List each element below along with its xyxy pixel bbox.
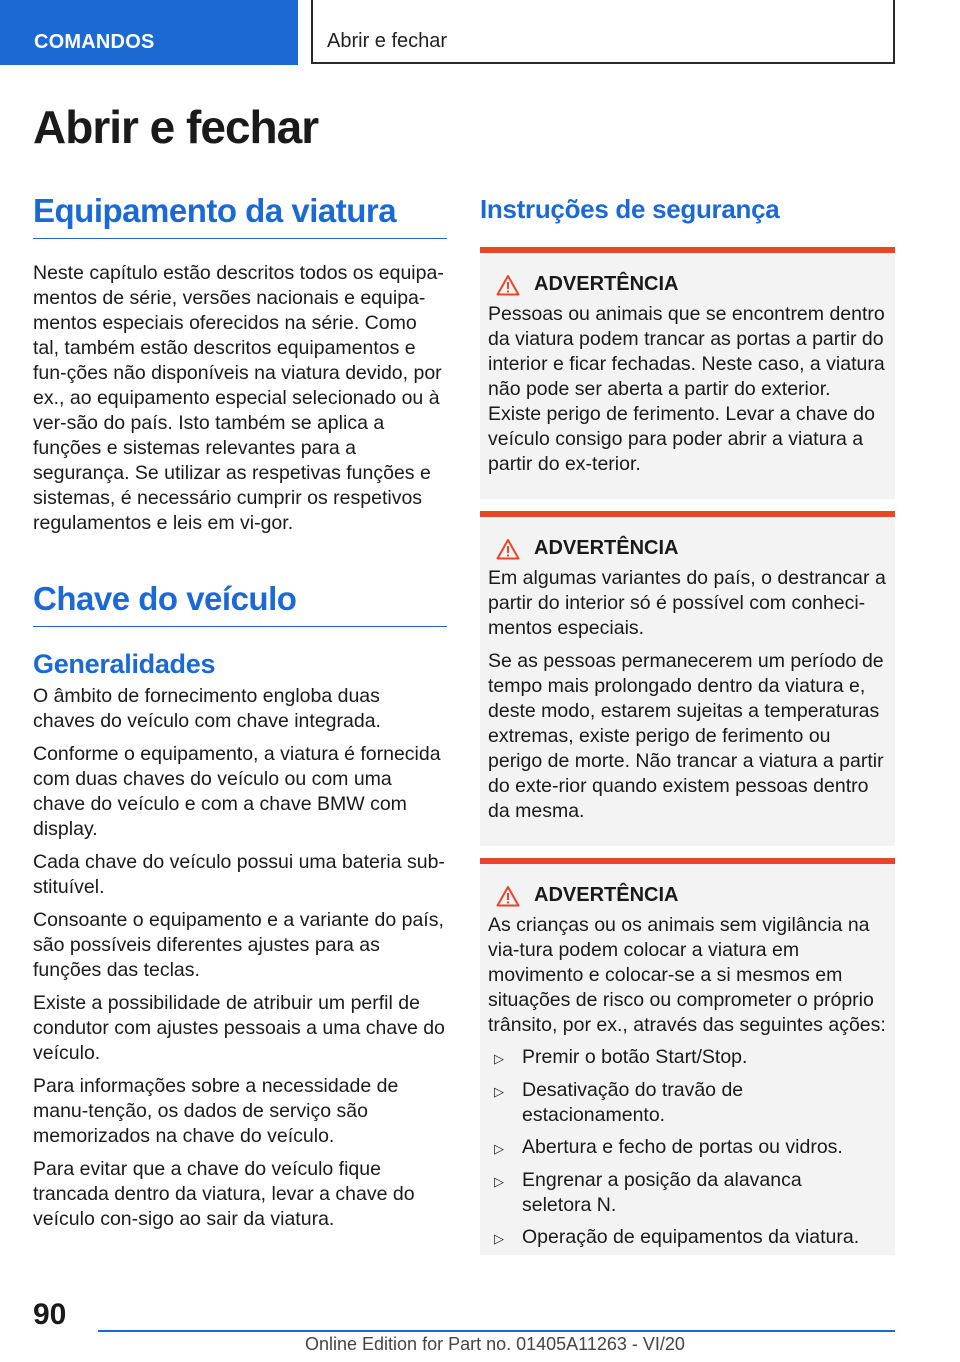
general-paragraph: Para informações sobre a necessidade de manu-tenção, os dados de serviço são memorizados na chave do veículo.: [33, 1075, 399, 1147]
right-column: [480, 192, 895, 1255]
general-heading: Generalidades: [33, 649, 216, 679]
left-column: [33, 192, 447, 1232]
warning-text: Se as pessoas permanecerem um período de tempo mais prolongado dentro da viatura e, deste modo, estarem sujeitas a temperaturas extremas, existe perigo de ferimento ou perigo de morte. Não trancar a viatura a partir do exte-rior quando existem pessoas dentro da mesma.: [488, 650, 884, 822]
triangle-right-icon: ▷: [494, 1231, 504, 1246]
warning-triangle-icon: [496, 274, 520, 296]
safety-heading: Instruções de segurança: [480, 194, 780, 224]
general-paragraph: Para evitar que a chave do veículo fique trancada dentro da viatura, levar a chave do veículo con-sigo ao sair da viatura.: [33, 1158, 415, 1230]
list-item-text: Engrenar a posição da alavanca seletora N.: [522, 1169, 802, 1216]
triangle-right-icon: ▷: [494, 1174, 504, 1189]
footer-edition: Online Edition for Part no. 01405A11263 - VI/20: [305, 1334, 685, 1354]
general-paragraph: Consoante o equipamento e a variante do país, são possíveis diferentes ajustes para as funções das teclas.: [33, 909, 444, 981]
header-chapter-tab: Abrir e fechar: [311, 0, 895, 64]
general-paragraph: O âmbito de fornecimento engloba duas chaves do veículo com chave integrada.: [33, 685, 381, 732]
list-item-text: Operação de equipamentos da viatura.: [522, 1226, 860, 1248]
warning-header: [488, 273, 887, 296]
warning-text: Pessoas ou animais que se encontrem dentro da viatura podem trancar as portas a partir do interior e ficar fechadas. Neste caso, a viatura não pode ser aberta a partir do exterior. Existe perigo de ferimento. Levar a chave do veículo consigo para poder abrir a viatura a partir do ex-terior.: [488, 303, 885, 475]
list-item: [488, 1225, 887, 1251]
general-paragraph: Conforme o equipamento, a viatura é fornecida com duas chaves do veículo ou com uma chave do veículo e com a chave BMW com display.: [33, 743, 441, 840]
general-paragraph: Existe a possibilidade de atribuir um perfil de condutor com ajustes pessoais a uma chave do veículo.: [33, 992, 445, 1064]
list-item-text: Desativação do travão de estacionamento.: [522, 1079, 744, 1126]
footer-divider: [98, 1330, 895, 1332]
triangle-right-icon: ▷: [494, 1084, 504, 1099]
list-item: [488, 1045, 887, 1071]
warning-label: ADVERTÊNCIA: [534, 537, 679, 559]
vehicle-key-heading: Chave do veículo: [33, 580, 447, 627]
warning-box: [480, 858, 895, 1255]
list-item: [488, 1078, 887, 1128]
triangle-right-icon: ▷: [494, 1051, 504, 1066]
page-number: 90: [33, 1298, 67, 1331]
warning-text: As crianças ou os animais sem vigilância na via-tura podem colocar a viatura em movimento e colocar-se a si mesmos em situações de risco ou comprometer o próprio trânsito, por ex., através das seguintes ações:: [488, 914, 886, 1036]
list-item: [488, 1168, 887, 1218]
list-item-text: Abertura e fecho de portas ou vidros.: [522, 1136, 843, 1158]
general-paragraph: Cada chave do veículo possui uma bateria sub-stituível.: [33, 851, 445, 898]
warning-header: [488, 884, 887, 907]
equipment-heading: Equipamento da viatura: [33, 192, 447, 239]
action-list: [488, 1045, 887, 1251]
warning-box: [480, 511, 895, 846]
triangle-right-icon: ▷: [494, 1141, 504, 1156]
list-item-text: Premir o botão Start/Stop.: [522, 1046, 748, 1068]
warning-box: [480, 247, 895, 499]
warning-label: ADVERTÊNCIA: [534, 884, 679, 906]
warning-triangle-icon: [496, 538, 520, 560]
header-section-tab: COMANDOS: [0, 0, 298, 65]
warning-text: Em algumas variantes do país, o destrancar a partir do interior só é possível com conheci-mentos especiais.: [488, 567, 886, 639]
warning-label: ADVERTÊNCIA: [534, 273, 679, 295]
list-item: [488, 1135, 887, 1161]
warning-triangle-icon: [496, 885, 520, 907]
warning-header: [488, 537, 887, 560]
page-title: Abrir e fechar: [33, 101, 319, 153]
equipment-paragraph: Neste capítulo estão descritos todos os equipa-mentos de série, versões nacionais e equipa-mentos especiais oferecidos na série. Como tal, também estão descritos equipamentos e fun-ções não disponíveis na viatura devido, por ex., ao equipamento especial selecionado ou à ver-são do país. Isto também se aplica a funções e sistemas relevantes para a segurança. Se utilizar as respetivas funções e sistemas, é necessário cumprir os respetivos regulamentos e leis em vi-gor.: [33, 262, 444, 534]
